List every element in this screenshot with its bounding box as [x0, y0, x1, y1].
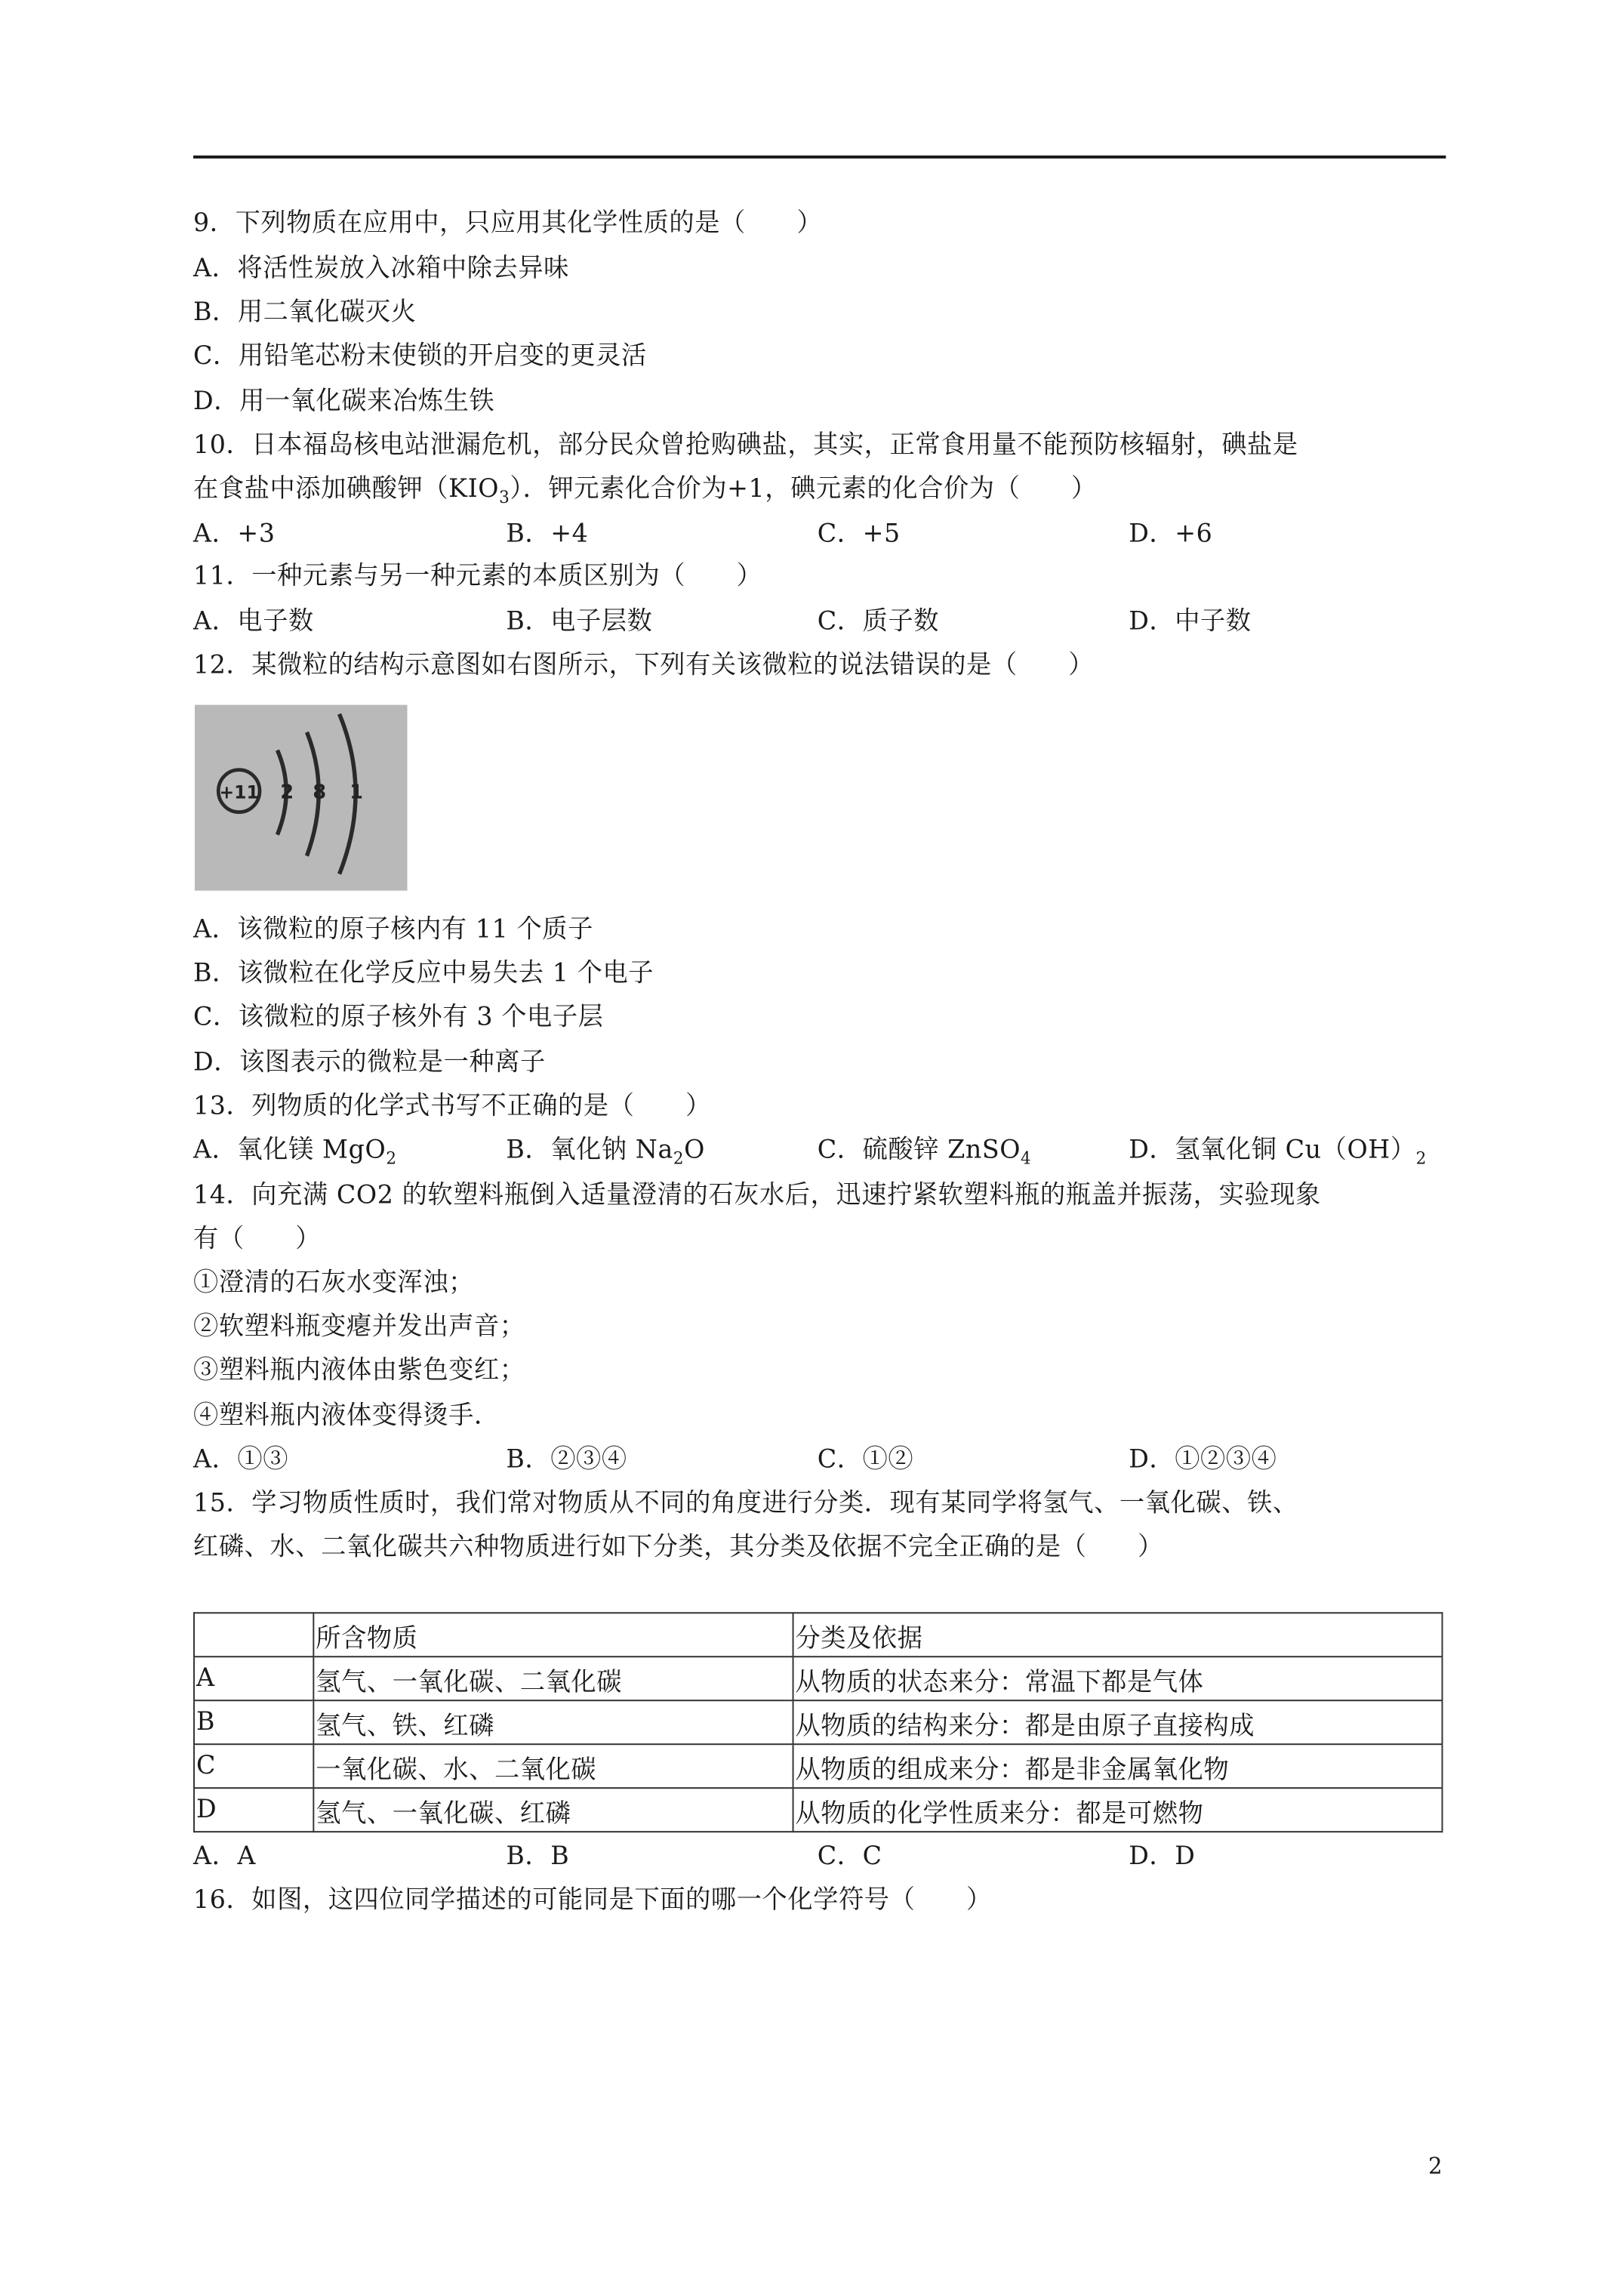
atom-structure-diagram — [195, 705, 407, 891]
q9-option-b: B．用二氧化碳灭火 — [193, 297, 417, 328]
table-cell: D — [194, 1788, 313, 1832]
q10-stem-line2: 在食盐中添加碘酸钾$(KIO_3)$．钾元素化合价为+1，碘元素的化合价为（ ） — [193, 473, 1097, 507]
q14-item-3: ③塑料瓶内液体由紫色变红； — [193, 1355, 525, 1386]
classification-table — [193, 1612, 1443, 1832]
q15-option-c: C．C — [817, 1841, 882, 1872]
q10-option-d: D．+6 — [1129, 519, 1213, 550]
table-cell: 从物质的化学性质来分：都是可燃物 — [793, 1788, 1443, 1832]
q9-option-d: D．用一氧化碳来冶炼生铁 — [193, 386, 495, 417]
table-cell: 一氧化碳、水、二氧化碳 — [313, 1744, 793, 1788]
q11-stem: 11．一种元素与另一种元素的本质区别为（ ） — [193, 561, 762, 592]
q15-option-b: B．B — [506, 1841, 570, 1872]
q9-stem: 9．下列物质在应用中，只应用其化学性质的是（ ） — [193, 208, 823, 239]
q14-stem-line2: 有（ ） — [193, 1224, 322, 1255]
q13-option-a: A．氧化镁 MgO$_2$ — [193, 1135, 397, 1169]
q14-option-c: C．①② — [817, 1444, 914, 1475]
q15-option-d: D．D — [1129, 1841, 1196, 1872]
q12-option-d: D．该图表示的微粒是一种离子 — [193, 1047, 546, 1078]
q13-stem: 13．列物质的化学式书写不正确的是（ ） — [193, 1091, 711, 1122]
q11-option-c: C．质子数 — [817, 606, 940, 637]
table-row — [194, 1657, 1443, 1700]
q10-option-b: B．+4 — [506, 519, 589, 550]
q14-item-4: ④塑料瓶内液体变得烫手． — [193, 1401, 500, 1432]
table-header-row — [194, 1613, 1443, 1657]
nucleus-label: +11 — [219, 781, 259, 803]
q14-item-1: ①澄清的石灰水变浑浊； — [193, 1268, 475, 1299]
q12-option-a: A．该微粒的原子核内有 11 个质子 — [193, 914, 593, 945]
table-cell: 氢气、铁、红磷 — [313, 1700, 793, 1744]
q13-option-b: B．氧化钠 $Na_2O$ — [506, 1135, 706, 1169]
table-cell: 从物质的状态来分：常温下都是气体 — [793, 1657, 1443, 1700]
table-row — [194, 1700, 1443, 1744]
shell-1-count: 2 — [280, 781, 294, 804]
table-cell: C — [194, 1744, 313, 1788]
table-header-cell: 分类及依据 — [793, 1613, 1443, 1657]
q14-option-b: B．②③④ — [506, 1444, 627, 1475]
q10-option-a: A．+3 — [193, 519, 276, 550]
q14-stem-line1: 14．向充满 CO2 的软塑料瓶倒入适量澄清的石灰水后，迅速拧紧软塑料瓶的瓶盖并振荡，实验现象 — [193, 1180, 1321, 1211]
header-rule — [193, 156, 1446, 159]
q9-option-a: A．将活性炭放入冰箱中除去异味 — [193, 253, 570, 284]
q14-option-a: A．①③ — [193, 1444, 289, 1475]
q15-stem-line2: 红磷、水、二氧化碳共六种物质进行如下分类，其分类及依据不完全正确的是（ ） — [193, 1532, 1163, 1563]
q16-stem: 16．如图，这四位同学描述的可能同是下面的哪一个化学符号（ ） — [193, 1885, 992, 1916]
q15-stem-line1: 15．学习物质性质时，我们常对物质从不同的角度进行分类．现有某同学将氢气、一氧化碳、铁、 — [193, 1488, 1298, 1519]
table-cell: B — [194, 1700, 313, 1744]
q12-option-c: C．该微粒的原子核外有 3 个电子层 — [193, 1002, 604, 1033]
q12-option-b: B．该微粒在化学反应中易失去 1 个电子 — [193, 958, 654, 989]
q11-option-d: D．中子数 — [1129, 606, 1252, 637]
q14-option-d: D．①②③④ — [1129, 1444, 1277, 1475]
q15-option-a: A．A — [193, 1841, 257, 1872]
q9-option-c: C．用铅笔芯粉末使锁的开启变的更灵活 — [193, 341, 647, 371]
q11-option-a: A．电子数 — [193, 606, 314, 637]
table-cell: 氢气、一氧化碳、红磷 — [313, 1788, 793, 1832]
table-header-cell: 所含物质 — [313, 1613, 793, 1657]
table-cell: A — [194, 1657, 313, 1700]
shell-2-count: 8 — [313, 781, 327, 804]
q13-option-c: C．硫酸锌 ZnSO$_4$ — [817, 1135, 1032, 1169]
shell-3-count: 1 — [350, 781, 363, 804]
q13-option-d: D．氢氧化铜 $Cu(OH)_2$ — [1129, 1135, 1427, 1169]
page-number: 2 — [1427, 2153, 1443, 2180]
q10-stem-line1: 10．日本福岛核电站泄漏危机，部分民众曾抢购碘盐，其实，正常食用量不能预防核辐射，碘盐是 — [193, 430, 1298, 461]
table-header-cell — [194, 1613, 313, 1657]
table-cell: 氢气、一氧化碳、二氧化碳 — [313, 1657, 793, 1700]
table-row — [194, 1788, 1443, 1832]
q12-stem: 12．某微粒的结构示意图如右图所示，下列有关该微粒的说法错误的是（ ） — [193, 650, 1095, 681]
q14-item-2: ②软塑料瓶变瘪并发出声音； — [193, 1311, 525, 1342]
table-cell: 从物质的结构来分：都是由原子直接构成 — [793, 1700, 1443, 1744]
table-cell: 从物质的组成来分：都是非金属氧化物 — [793, 1744, 1443, 1788]
q10-option-c: C．+5 — [817, 519, 901, 550]
q11-option-b: B．电子层数 — [506, 606, 653, 637]
table-row — [194, 1744, 1443, 1788]
